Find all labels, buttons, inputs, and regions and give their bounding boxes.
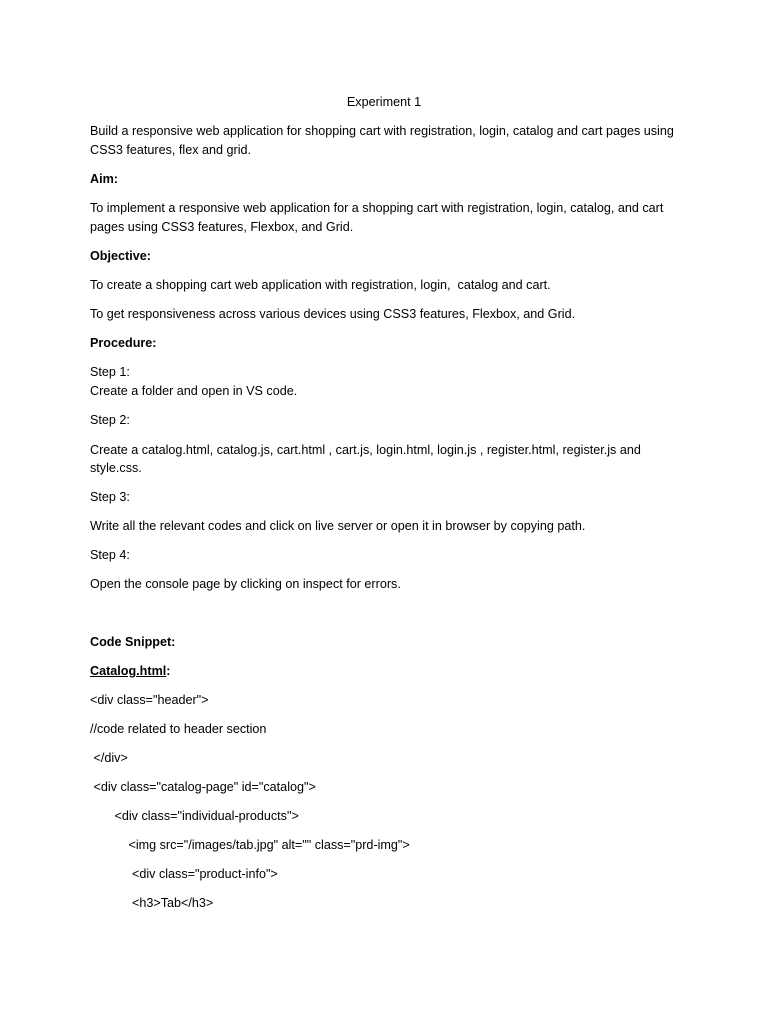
- intro-line-2: CSS3 features, flex and grid.: [90, 143, 252, 157]
- aim-heading: Aim:: [90, 172, 118, 186]
- step-3-text: Write all the relevant codes and click on live server or open it in browser by copying path.: [90, 519, 586, 533]
- step-2-label: Step 2:: [90, 413, 130, 427]
- catalog-file-name: Catalog.html: [90, 664, 167, 678]
- code-line: <div class="catalog-page" id="catalog">: [90, 780, 316, 794]
- code-snippet-heading: Code Snippet:: [90, 635, 176, 649]
- code-line: <h3>Tab</h3>: [90, 896, 214, 910]
- objective-heading: Objective:: [90, 249, 151, 263]
- document-title: Experiment 1: [346, 95, 422, 109]
- code-line: //code related to header section: [90, 722, 267, 736]
- catalog-file-heading: [90, 662, 170, 681]
- step-4-label: Step 4:: [90, 548, 130, 562]
- objective-line-2: To get responsiveness across various devices using CSS3 features, Flexbox, and Grid.: [90, 307, 576, 321]
- intro-line-1: Build a responsive web application for shopping cart with registration, login, catalog and cart pages using: [90, 124, 674, 138]
- procedure-heading: Procedure:: [90, 336, 157, 350]
- objective-line-1: To create a shopping cart web application with registration, login, catalog and cart.: [90, 278, 551, 292]
- catalog-file-colon: :: [166, 664, 171, 678]
- step-4-text: Open the console page by clicking on inspect for errors.: [90, 577, 401, 591]
- step-1-text: Create a folder and open in VS code.: [90, 384, 298, 398]
- step-2-line-1: Create a catalog.html, catalog.js, cart.html , cart.js, login.html, login.js , register.html, register.js and: [90, 443, 641, 457]
- code-line: <div class="individual-products">: [90, 809, 299, 823]
- step-1-label: Step 1:: [90, 365, 130, 379]
- step-2-line-2: style.css.: [90, 461, 142, 475]
- code-line: </div>: [90, 751, 128, 765]
- aim-line-2: pages using CSS3 features, Flexbox, and Grid.: [90, 220, 354, 234]
- step-3-label: Step 3:: [90, 490, 130, 504]
- code-line: <div class="product-info">: [90, 867, 278, 881]
- code-line: <img src="/images/tab.jpg" alt="" class="prd-img">: [90, 838, 410, 852]
- code-line: <div class="header">: [90, 693, 209, 707]
- aim-line-1: To implement a responsive web application for a shopping cart with registration, login, catalog, and cart: [90, 201, 664, 215]
